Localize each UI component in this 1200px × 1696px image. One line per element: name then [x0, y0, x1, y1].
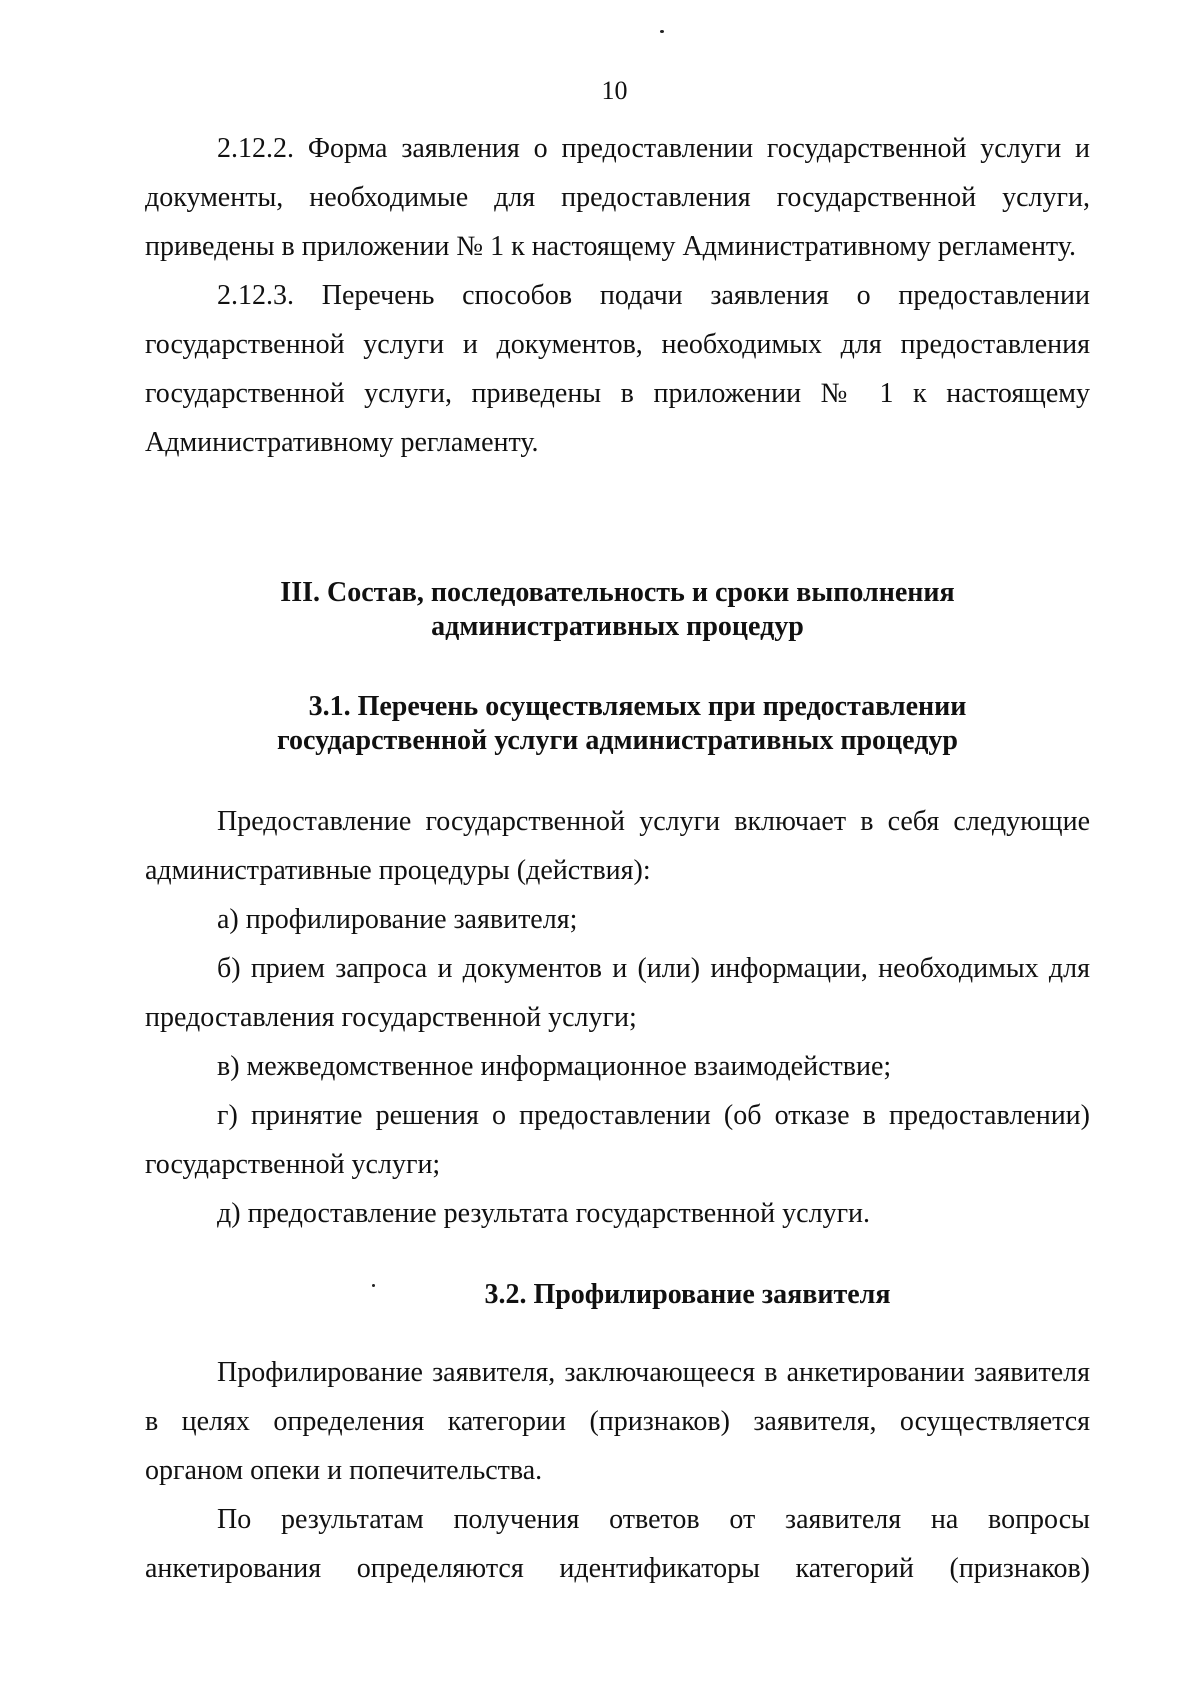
section-3-title-line1: III. Состав, последовательность и сроки выполнения: [280, 577, 955, 608]
subsection-3-2-body: [145, 1348, 1090, 1593]
procedure-item: б) прием запроса и документов и (или) информации, необходимых для предоставления государственной услуги;: [145, 953, 1090, 1033]
subsection-3-1-intro: Предоставление государственной услуги включает в себя следующие административные процедуры (действия):: [145, 806, 1090, 886]
subsection-3-1-title-line1: 3.1. Перечень осуществляемых при предоставлении: [308, 691, 967, 722]
section-3-title-line2: административных процедур: [431, 611, 804, 642]
subsection-3-2-title: 3.2. Профилирование заявителя: [484, 1279, 891, 1310]
procedure-item: в) межведомственное информационное взаимодействие;: [217, 1051, 892, 1082]
subsection-3-2-heading: [145, 1278, 1090, 1312]
subsection-3-2-paragraph: По результатам получения ответов от заявителя на вопросы анкетирования определяются идентификаторы категорий (признаков): [145, 1504, 1090, 1584]
clause-2-12-2: 2.12.2. Форма заявления о предоставлении государственной услуги и документы, необходимые для предоставления государственной услуги, приведены в приложении № 1 к настоящему Административному регламенту.: [145, 133, 1090, 262]
procedure-item: а) профилирование заявителя;: [217, 904, 578, 935]
subsection-3-1-body: [145, 797, 1090, 1238]
procedure-item: г) принятие решения о предоставлении (об отказе в предоставлении) государственной услуги;: [145, 1100, 1090, 1180]
scan-speck: [660, 30, 664, 33]
subsection-3-1-title-line2: государственной услуги административных процедур: [277, 725, 958, 756]
section-3-heading: [145, 576, 1090, 644]
subsection-3-2-paragraph: Профилирование заявителя, заключающееся в анкетировании заявителя в целях определения категории (признаков) заявителя, осуществляется органом опеки и попечительства.: [145, 1357, 1090, 1486]
clause-2-12-3: 2.12.3. Перечень способов подачи заявления о предоставлении государственной услуги и документов, необходимых для предоставления государственной услуги, приведены в приложении № 1 к настоящему Административному регламенту.: [145, 280, 1090, 458]
procedure-item: д) предоставление результата государственной услуги.: [217, 1198, 871, 1229]
subsection-3-1-heading: [145, 690, 1090, 758]
page-number: 10: [601, 76, 628, 105]
clauses-block: [145, 124, 1090, 467]
